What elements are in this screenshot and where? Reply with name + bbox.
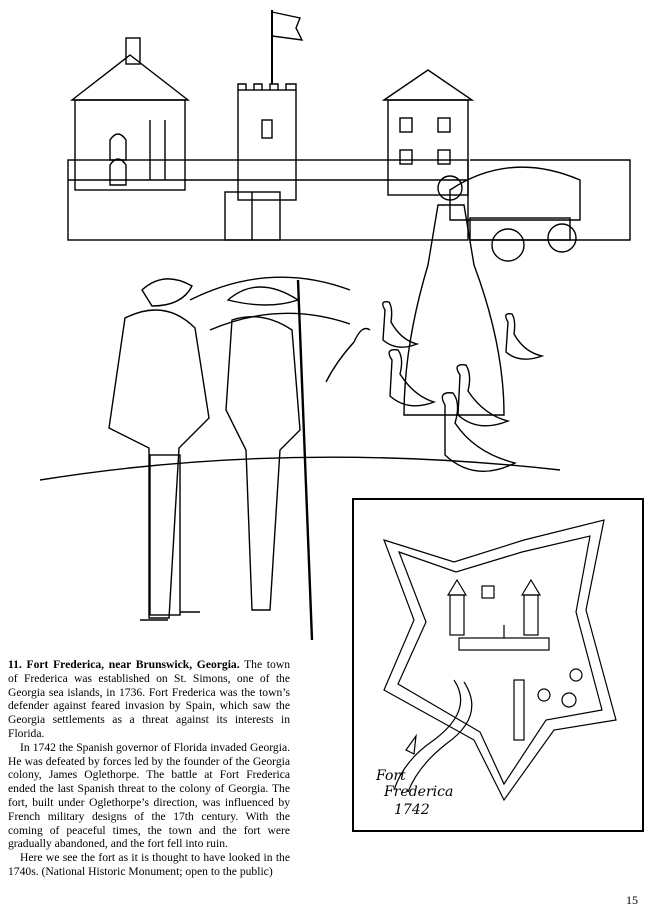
covered-wagon (450, 167, 580, 261)
town-lots (514, 669, 582, 740)
map-label-fort: Fort (376, 768, 406, 784)
caption-paragraph-1 (8, 658, 290, 741)
page-number: 15 (626, 893, 638, 907)
central-tower (238, 10, 302, 200)
caption-title: 11. Fort Frederica, near Brunswick, Georgia. (8, 658, 240, 671)
map-label-frederica: Frederica (384, 784, 454, 800)
caption-paragraph-1-body: The town of Frederica was established on St. Simons, one of the Georgia sea islands, in 1736. Fort Frederica was the town’s defender against feared invasion by Spain, which saw the Georgia settlements as a threat against its interests in Florida. (8, 658, 290, 740)
british-flag (272, 12, 302, 40)
left-building (72, 38, 188, 190)
caption-paragraph-2: In 1742 the Spanish governor of Florida invaded Georgia. He was defeated by forces led by the founder of the Georgia colony, James Oglethorpe. The battle at Fort Frederica ended the last Spanish threat to the colony of Georgia. The fort, built under Oglethorpe’s direction, was influenced by French military designs of the 17th century. With the coming of peaceful times, the town and the fort were gradually abandoned, and the fort fell into ruin. (8, 740, 290, 851)
sailing-ship (406, 736, 416, 754)
soldier-figure (109, 279, 209, 620)
woman-figure (404, 176, 504, 415)
geese (326, 302, 542, 472)
right-building (384, 70, 472, 195)
fort-buildings (448, 580, 549, 650)
palisade-wall (68, 160, 630, 240)
fort-star-outline (384, 520, 616, 800)
caption (8, 658, 290, 879)
map-label-year: 1742 (394, 802, 430, 818)
fort-map (352, 498, 644, 832)
caption-paragraph-3: Here we see the fort as it is thought to have looked in the 1740s. (National Historic Monument; open to the public) (8, 851, 290, 878)
